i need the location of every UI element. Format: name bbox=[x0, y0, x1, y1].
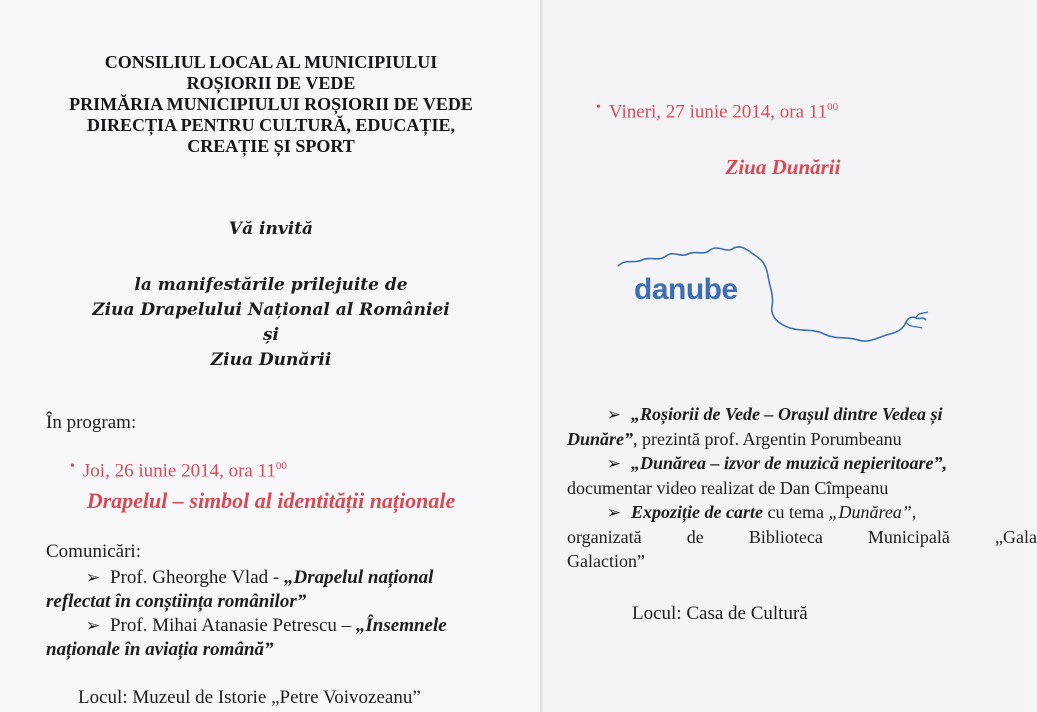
word: „Gala bbox=[994, 527, 1037, 547]
intro-line-3: și bbox=[262, 325, 280, 345]
venue-left: Locul: Muzeul de Istorie „Petre Voivozeanu” bbox=[78, 687, 421, 708]
header-line-1: CONSILIUL LOCAL AL MUNICIPIULUI bbox=[104, 52, 438, 72]
word: de bbox=[686, 527, 704, 547]
event-date-text: Vineri, 27 iunie 2014, ora 11 bbox=[608, 101, 828, 123]
event-theme-right: Ziua Dunării bbox=[725, 155, 841, 179]
events-intro bbox=[0, 273, 542, 373]
word: Biblioteca bbox=[748, 527, 823, 547]
program-label: În program: bbox=[46, 412, 137, 433]
item-title: Expoziție de carte bbox=[631, 502, 763, 522]
communication-item bbox=[46, 614, 516, 638]
logo-text: danube bbox=[634, 273, 738, 306]
arrow-bullet-icon: ➢ bbox=[606, 454, 622, 473]
item-theme: „Dunărea” bbox=[828, 502, 912, 522]
intro-line-1: la manifestările prilejuite de bbox=[134, 275, 408, 295]
item-title-cont: Dunăre” bbox=[567, 429, 634, 449]
arrow-bullet-icon: ➢ bbox=[85, 568, 101, 587]
bullet-icon: • bbox=[70, 459, 75, 475]
talk-title: „Însemnele bbox=[355, 615, 447, 636]
header-line-2: ROȘIORII DE VEDE bbox=[186, 73, 356, 93]
program-item-1-cont bbox=[567, 427, 1024, 451]
talk-title-cont: reflectat în conștiința românilor” bbox=[46, 591, 307, 612]
event-date-text: Joi, 26 iunie 2014, ora 11 bbox=[82, 460, 276, 482]
program-item-2-detail: documentar video realizat de Dan Cîmpeanu bbox=[567, 478, 889, 498]
arrow-bullet-icon: ➢ bbox=[606, 503, 622, 522]
header-line-3: PRIMĂRIA MUNICIPIULUI ROȘIORII DE VEDE bbox=[69, 94, 473, 114]
program-item-3-line-3: Galaction” bbox=[567, 551, 645, 571]
program-item-2 bbox=[567, 451, 1024, 476]
communications-label: Comunicări: bbox=[46, 541, 141, 562]
bullet-icon: • bbox=[596, 100, 601, 116]
event-date-left bbox=[70, 460, 287, 482]
program-item-3 bbox=[567, 500, 1024, 525]
event-date-right bbox=[596, 101, 838, 123]
program-item-1 bbox=[567, 402, 1024, 427]
header-line-5: CREAȚIE ȘI SPORT bbox=[187, 136, 355, 156]
right-program bbox=[567, 402, 1037, 573]
event-theme-left: Drapelul – simbol al identității naționale bbox=[86, 488, 456, 513]
program-item-3-line-2 bbox=[567, 525, 1037, 549]
talk-title: „Drapelul național bbox=[283, 567, 434, 588]
intro-line-2: Ziua Drapelului Național al României bbox=[92, 300, 450, 320]
item-title: „Roșiorii de Vede – Orașul dintre Vedea și bbox=[631, 404, 943, 424]
invite-text: Vă invită bbox=[228, 219, 314, 239]
speaker: Prof. Mihai Atanasie Petrescu – bbox=[110, 615, 356, 636]
header-line-4: DIRECȚIA PENTRU CULTURĂ, EDUCAȚIE, bbox=[87, 115, 455, 135]
event-time-sup: 00 bbox=[275, 460, 287, 472]
arrow-bullet-icon: ➢ bbox=[606, 405, 622, 424]
communications-list bbox=[46, 566, 516, 662]
event-time-sup: 00 bbox=[827, 101, 839, 113]
communication-item bbox=[46, 566, 516, 590]
item-mid: cu tema bbox=[762, 502, 829, 522]
word: organizată bbox=[567, 527, 642, 547]
venue-right: Locul: Casa de Cultură bbox=[632, 603, 808, 624]
organizer-header bbox=[0, 52, 542, 157]
item-comma: , bbox=[911, 502, 917, 522]
talk-title-cont: naționale în aviația română” bbox=[46, 639, 274, 660]
speaker: Prof. Gheorghe Vlad - bbox=[110, 567, 284, 588]
item-title: „Dunărea – izvor de muzică nepieritoare”, bbox=[631, 453, 948, 473]
item-detail: , prezintă prof. Argentin Porumbeanu bbox=[633, 429, 902, 449]
word: Municipală bbox=[867, 527, 950, 547]
arrow-bullet-icon: ➢ bbox=[85, 616, 101, 635]
intro-line-4: Ziua Dunării bbox=[210, 350, 332, 370]
